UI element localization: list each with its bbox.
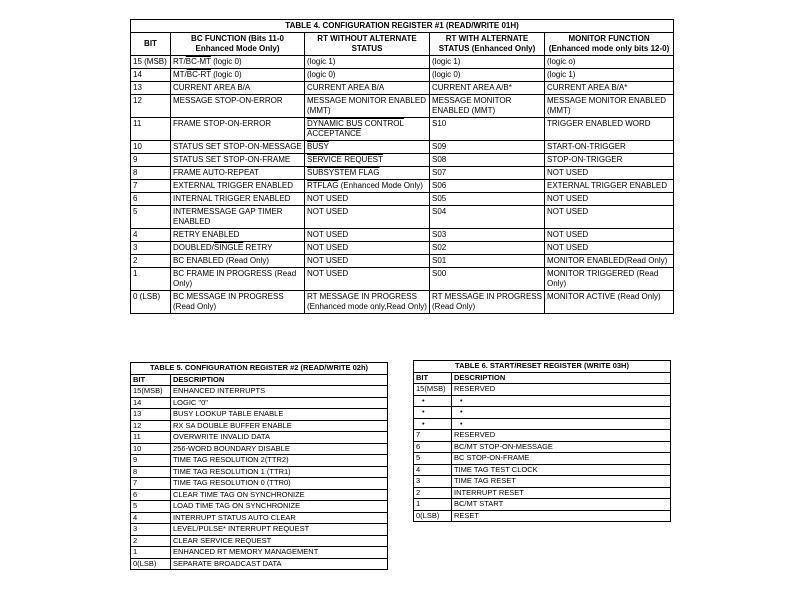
bit-cell: 12 — [131, 420, 171, 432]
value-cell: S05 — [430, 193, 545, 206]
table-row — [131, 535, 388, 547]
bit-cell: 2 — [131, 255, 171, 268]
value-cell: MONITOR ENABLED(Read Only) — [545, 255, 674, 268]
bit-cell: 1 — [414, 499, 452, 511]
bit-cell: 0(LSB) — [131, 558, 171, 570]
bit-cell: 9 — [131, 455, 171, 467]
bit-cell: 15(MSB) — [414, 384, 452, 396]
bit-cell: 9 — [131, 154, 171, 167]
table-row — [414, 510, 671, 522]
value-cell: RX SA DOUBLE BUFFER ENABLE — [171, 420, 388, 432]
value-cell: RT/BC-MT (logic 0) — [171, 56, 305, 69]
value-cell: EXTERNAL TRIGGER ENABLED — [171, 180, 305, 193]
bit-cell: 1 — [131, 547, 171, 559]
bit-cell: 4 — [131, 512, 171, 524]
value-cell: S01 — [430, 255, 545, 268]
table-row — [131, 193, 674, 206]
bit-cell: 13 — [131, 82, 171, 95]
table-row — [131, 206, 674, 229]
value-cell: S06 — [430, 180, 545, 193]
table-header-row — [131, 374, 388, 386]
bit-cell: 10 — [131, 443, 171, 455]
value-cell: S03 — [430, 229, 545, 242]
table-header-row — [131, 33, 674, 56]
table-title-row — [414, 361, 671, 373]
value-cell: LEVEL/PULSE* INTERRUPT REQUEST — [171, 524, 388, 536]
value-cell: BC/MT STOP-ON-MESSAGE — [452, 441, 671, 453]
value-cell: MESSAGE MONITOR ENABLED (MMT) — [430, 95, 545, 118]
value-cell: MESSAGE STOP-ON-ERROR — [171, 95, 305, 118]
header-cell: MONITOR FUNCTION (Enhanced mode only bits 12-0) — [545, 33, 674, 56]
value-cell: RESET — [452, 510, 671, 522]
table-row — [414, 441, 671, 453]
value-cell: S07 — [430, 167, 545, 180]
bit-cell: 11 — [131, 118, 171, 141]
table-row — [131, 291, 674, 314]
header-cell: BC FUNCTION (Bits 11-0 Enhanced Mode Only) — [171, 33, 305, 56]
value-cell: RT MESSAGE IN PROGRESS (Read Only) — [430, 291, 545, 314]
table-row — [131, 547, 388, 559]
value-cell: (logic 1) — [305, 56, 430, 69]
value-cell: TIME TAG RESOLUTION 0 (TTR0) — [171, 478, 388, 490]
value-cell: TIME TAG RESET — [452, 476, 671, 488]
header-cell: RT WITHOUT ALTERNATE STATUS — [305, 33, 430, 56]
value-cell: CLEAR TIME TAG ON SYNCHRONIZE — [171, 489, 388, 501]
table-row — [131, 268, 674, 291]
value-cell: S10 — [430, 118, 545, 141]
value-cell: INTERRUPT RESET — [452, 487, 671, 499]
table-row — [131, 512, 388, 524]
value-cell: RT MESSAGE IN PROGRESS (Enhanced mode only,Read Only) — [305, 291, 430, 314]
table-body — [131, 56, 674, 314]
bit-cell: 0(LSB) — [414, 510, 452, 522]
table-row — [131, 558, 388, 570]
table-row — [414, 407, 671, 419]
bit-cell: 11 — [131, 432, 171, 444]
table-row — [131, 489, 388, 501]
value-cell: (logic o) — [545, 56, 674, 69]
table-row — [131, 118, 674, 141]
header-cell: DESCRIPTION — [452, 372, 671, 384]
table-row — [414, 384, 671, 396]
bit-cell: 7 — [131, 180, 171, 193]
value-cell: SUBSYSTEM FLAG — [305, 167, 430, 180]
bit-cell: 4 — [131, 229, 171, 242]
value-cell: (logic 1) — [545, 69, 674, 82]
table-body — [414, 384, 671, 522]
value-cell: S08 — [430, 154, 545, 167]
value-cell: TIME TAG RESOLUTION 2(TTR2) — [171, 455, 388, 467]
value-cell: STATUS SET STOP-ON-FRAME — [171, 154, 305, 167]
table-row — [131, 95, 674, 118]
table-row — [131, 432, 388, 444]
table-header-row — [414, 372, 671, 384]
value-cell: NOT USED — [305, 229, 430, 242]
value-cell: S04 — [430, 206, 545, 229]
table-row — [414, 499, 671, 511]
value-cell: FRAME AUTO-REPEAT — [171, 167, 305, 180]
table-title: TABLE 4. CONFIGURATION REGISTER #1 (READ/WRITE 01H) — [131, 20, 674, 33]
value-cell: (logic 1) — [430, 56, 545, 69]
bit-cell: 2 — [131, 535, 171, 547]
config-register-1-table — [130, 19, 674, 314]
header-cell: BIT — [131, 33, 171, 56]
bit-cell: 5 — [131, 501, 171, 513]
table-title: TABLE 5. CONFIGURATION REGISTER #2 (READ/WRITE 02h) — [131, 363, 388, 375]
value-cell: RETRY ENABLED — [171, 229, 305, 242]
table-row — [131, 455, 388, 467]
value-cell: MESSAGE MONITOR ENABLED (MMT) — [545, 95, 674, 118]
table-row — [414, 464, 671, 476]
value-cell: LOAD TIME TAG ON SYNCHRONIZE — [171, 501, 388, 513]
value-cell: NOT USED — [545, 206, 674, 229]
bit-cell: • — [414, 407, 452, 419]
value-cell: MT/BC-RT (logic 0) — [171, 69, 305, 82]
value-cell: BUSY LOOKUP TABLE ENABLE — [171, 409, 388, 421]
value-cell: STOP-ON-TRIGGER — [545, 154, 674, 167]
header-cell: DESCRIPTION — [171, 374, 388, 386]
value-cell: TIME TAG RESOLUTION 1 (TTR1) — [171, 466, 388, 478]
value-cell: NOT USED — [305, 242, 430, 255]
bit-cell: 6 — [414, 441, 452, 453]
value-cell: CURRENT AREA B/A* — [545, 82, 674, 95]
value-cell: (logic 0) — [430, 69, 545, 82]
bit-cell: 5 — [414, 453, 452, 465]
table-row — [131, 180, 674, 193]
value-cell: DOUBLED/SINGLE RETRY — [171, 242, 305, 255]
bit-cell: • — [414, 418, 452, 430]
value-cell: INTERMESSAGE GAP TIMER ENABLED — [171, 206, 305, 229]
value-cell: NOT USED — [545, 193, 674, 206]
bit-cell: 7 — [414, 430, 452, 442]
value-cell: • — [452, 418, 671, 430]
value-cell: INTERNAL TRIGGER ENABLED — [171, 193, 305, 206]
value-cell: • — [452, 407, 671, 419]
bit-cell: 14 — [131, 69, 171, 82]
table-row — [414, 430, 671, 442]
table-row — [131, 255, 674, 268]
value-cell: NOT USED — [545, 242, 674, 255]
header-cell: BIT — [131, 374, 171, 386]
value-cell: CURRENT AREA B/A — [171, 82, 305, 95]
table-row — [131, 242, 674, 255]
table-row — [131, 167, 674, 180]
value-cell: NOT USED — [305, 193, 430, 206]
value-cell: LOGIC "0" — [171, 397, 388, 409]
bit-cell: 13 — [131, 409, 171, 421]
table-row — [131, 154, 674, 167]
value-cell: ENHANCED RT MEMORY MANAGEMENT — [171, 547, 388, 559]
value-cell: OVERWRITE INVALID DATA — [171, 432, 388, 444]
value-cell: DYNAMIC BUS CONTROL ACCEPTANCE — [305, 118, 430, 141]
value-cell: BC/MT START — [452, 499, 671, 511]
start-reset-register-table — [413, 360, 671, 522]
value-cell: NOT USED — [305, 206, 430, 229]
table-row — [131, 69, 674, 82]
bit-cell: 4 — [414, 464, 452, 476]
table-title: TABLE 6. START/RESET REGISTER (WRITE 03H) — [414, 361, 671, 373]
table-row — [414, 453, 671, 465]
table-title-row — [131, 363, 388, 375]
table-row — [414, 418, 671, 430]
table-body — [131, 386, 388, 570]
bit-cell: 0 (LSB) — [131, 291, 171, 314]
bit-cell: 3 — [131, 242, 171, 255]
table-row — [414, 487, 671, 499]
table-row — [131, 524, 388, 536]
value-cell: SERVICE REQUEST — [305, 154, 430, 167]
value-cell: TIME TAG TEST CLOCK — [452, 464, 671, 476]
value-cell: (logic 0) — [305, 69, 430, 82]
bit-cell: 1 — [131, 268, 171, 291]
header-cell: RT WITH ALTERNATE STATUS (Enhanced Only) — [430, 33, 545, 56]
value-cell: RESERVED — [452, 430, 671, 442]
value-cell: 256-WORD BOUNDARY DISABLE — [171, 443, 388, 455]
table-row — [414, 476, 671, 488]
value-cell: S09 — [430, 141, 545, 154]
table-row — [131, 443, 388, 455]
config-register-2-table — [130, 362, 388, 570]
header-cell: BIT — [414, 372, 452, 384]
bit-cell: 2 — [414, 487, 452, 499]
bit-cell: 3 — [131, 524, 171, 536]
table-row — [131, 386, 388, 398]
bit-cell: 3 — [414, 476, 452, 488]
bit-cell: 10 — [131, 141, 171, 154]
value-cell: SEPARATE BROADCAST DATA — [171, 558, 388, 570]
bit-cell: 8 — [131, 466, 171, 478]
value-cell: TRIGGER ENABLED WORD — [545, 118, 674, 141]
table-row — [131, 478, 388, 490]
value-cell: EXTERNAL TRIGGER ENABLED — [545, 180, 674, 193]
value-cell: CLEAR SERVICE REQUEST — [171, 535, 388, 547]
bit-cell: • — [414, 395, 452, 407]
value-cell: CURRENT AREA B/A — [305, 82, 430, 95]
table-row — [131, 501, 388, 513]
value-cell: MESSAGE MONITOR ENABLED (MMT) — [305, 95, 430, 118]
bit-cell: 15(MSB) — [131, 386, 171, 398]
bit-cell: 14 — [131, 397, 171, 409]
value-cell: NOT USED — [305, 255, 430, 268]
value-cell: BC STOP-ON-FRAME — [452, 453, 671, 465]
value-cell: CURRENT AREA A/B* — [430, 82, 545, 95]
value-cell: FRAME STOP-ON-ERROR — [171, 118, 305, 141]
table-row — [131, 141, 674, 154]
bit-cell: 5 — [131, 206, 171, 229]
table-row — [131, 466, 388, 478]
value-cell: MONITOR TRIGGERED (Read Only) — [545, 268, 674, 291]
table-row — [131, 397, 388, 409]
bit-cell: 12 — [131, 95, 171, 118]
value-cell: BC ENABLED (Read Only) — [171, 255, 305, 268]
table-row — [131, 420, 388, 432]
value-cell: NOT USED — [545, 167, 674, 180]
bit-cell: 15 (MSB) — [131, 56, 171, 69]
value-cell: BUSY — [305, 141, 430, 154]
value-cell: MONITOR ACTIVE (Read Only) — [545, 291, 674, 314]
value-cell: RESERVED — [452, 384, 671, 396]
table-row — [131, 56, 674, 69]
value-cell: START-ON-TRIGGER — [545, 141, 674, 154]
value-cell: ENHANCED INTERRUPTS — [171, 386, 388, 398]
table-title-row — [131, 20, 674, 33]
value-cell: NOT USED — [305, 268, 430, 291]
table-row — [131, 409, 388, 421]
table-row — [414, 395, 671, 407]
table-row — [131, 82, 674, 95]
value-cell: NOT USED — [545, 229, 674, 242]
bit-cell: 6 — [131, 489, 171, 501]
table-row — [131, 229, 674, 242]
bit-cell: 6 — [131, 193, 171, 206]
value-cell: STATUS SET STOP-ON-MESSAGE — [171, 141, 305, 154]
bit-cell: 7 — [131, 478, 171, 490]
value-cell: • — [452, 395, 671, 407]
value-cell: S02 — [430, 242, 545, 255]
value-cell: RTFLAG (Enhanced Mode Only) — [305, 180, 430, 193]
value-cell: INTERRUPT STATUS AUTO CLEAR — [171, 512, 388, 524]
value-cell: BC MESSAGE IN PROGRESS (Read Only) — [171, 291, 305, 314]
value-cell: BC FRAME IN PROGRESS (Read Only) — [171, 268, 305, 291]
bit-cell: 8 — [131, 167, 171, 180]
value-cell: S00 — [430, 268, 545, 291]
